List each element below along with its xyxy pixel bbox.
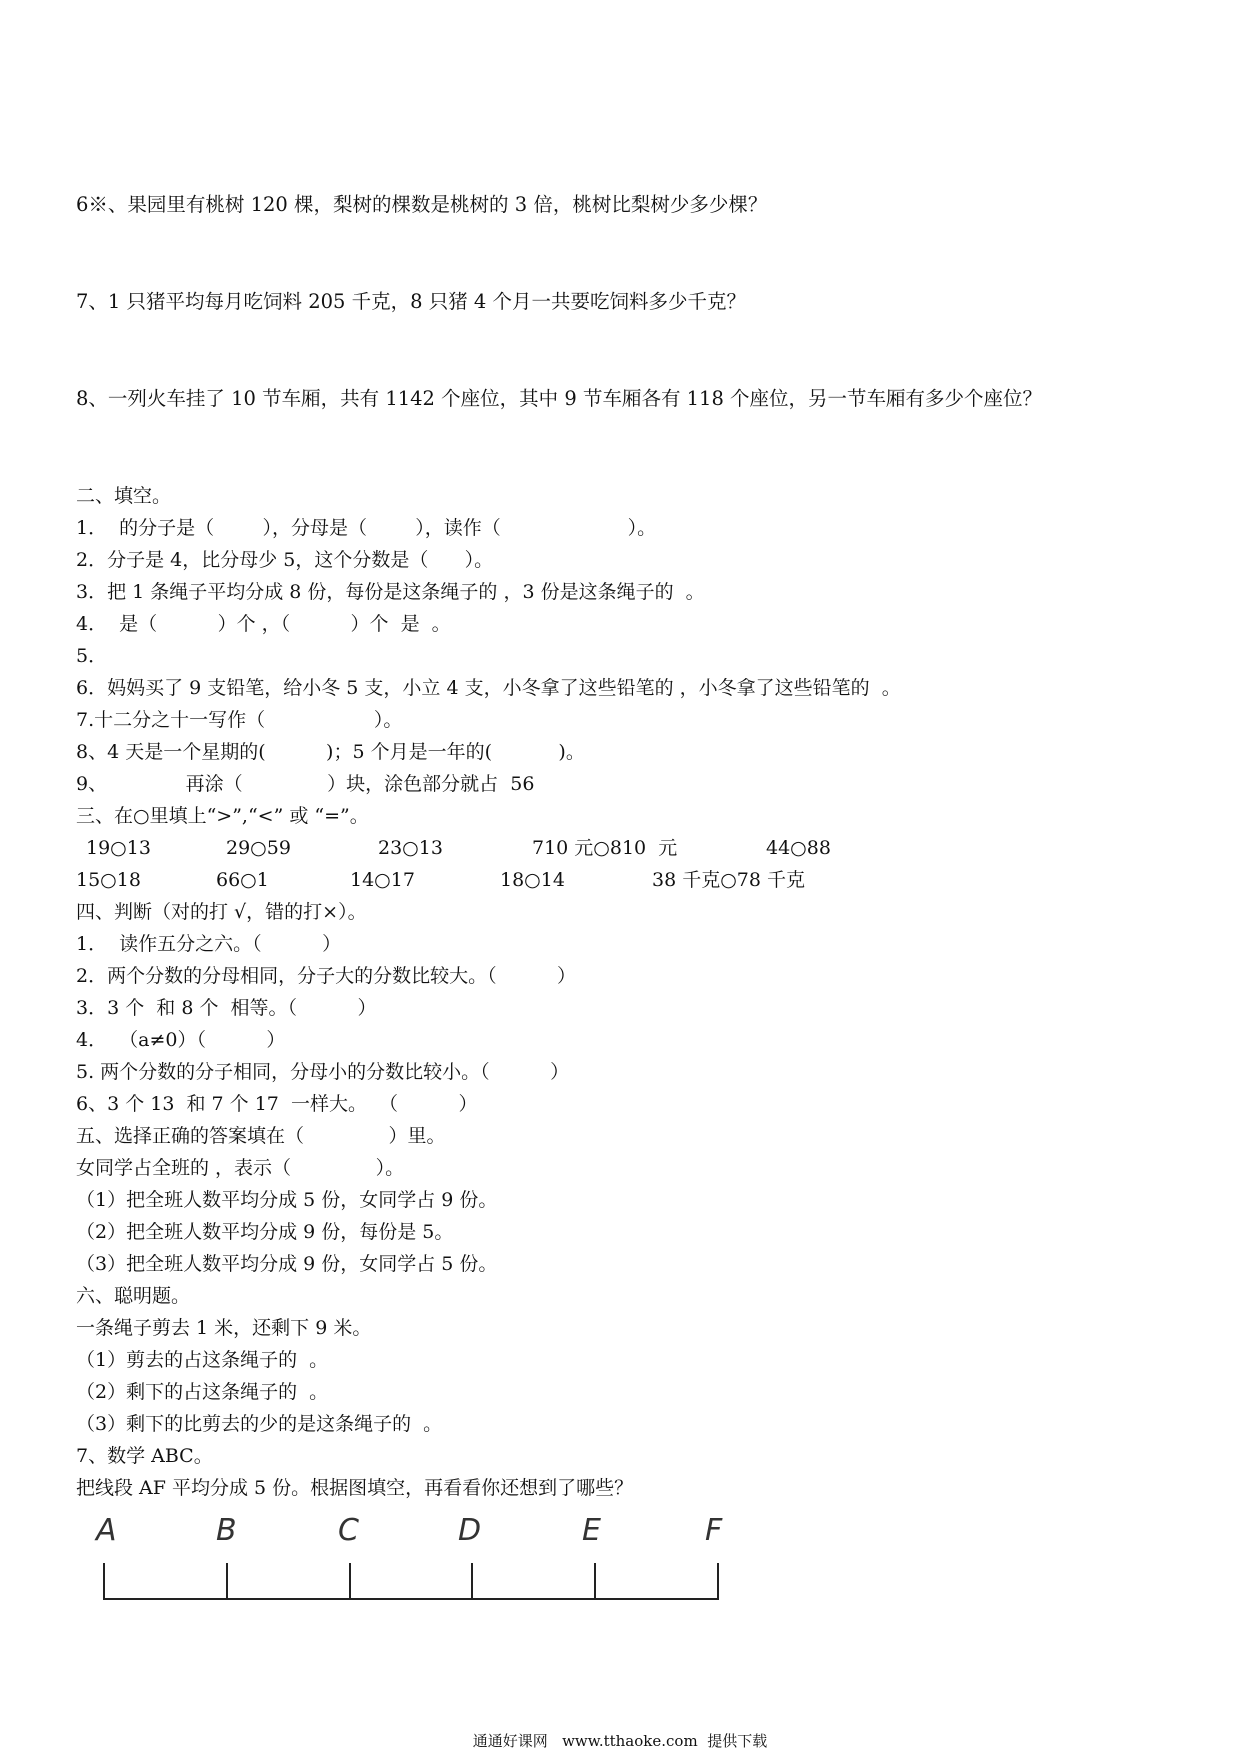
section7-title: 7、数学 ABC。: [76, 1445, 213, 1467]
section4-title: 四、判断（对的打 √，错的打×）。: [76, 901, 367, 923]
section7-instruction: 把线段 AF 平均分成 5 份。根据图填空，再看看你还想到了哪些？: [76, 1477, 634, 1499]
section5-stem: 女同学占全班的 ，表示（ ）。: [76, 1157, 405, 1179]
section2-item-1: 1． 的分子是（ ），分母是（ ），读作（ ）。: [76, 517, 657, 539]
section5-option-2: （2）把全班人数平均分成 9 份，每份是 5。: [76, 1221, 454, 1243]
section5-option-3: （3）把全班人数平均分成 9 份，女同学占 5 份。: [76, 1253, 498, 1275]
section4-item-1: 1． 读作五分之六。（ ）: [76, 933, 342, 955]
section2-item-8: 8、4 天是一个星期的( )；5 个月是一年的( )。: [76, 741, 585, 763]
problem-8: 8、一列火车挂了 10 节车厢，共有 1142 个座位，其中 9 节车厢各有 118 个座位，另一节车厢有多少个座位？: [76, 387, 1043, 410]
section6-stem: 一条绳子剪去 1 米，还剩下 9 米。: [76, 1317, 372, 1339]
section4-item-3: 3．3 个 和 8 个 相等。（ ）: [76, 997, 377, 1019]
section4-item-6: 6、3 个 13 和 7 个 17 一样大。 （ ）: [76, 1093, 478, 1115]
section6-option-1: （1）剪去的占这条绳子的 。: [76, 1349, 329, 1371]
compare-item: 44○88: [766, 837, 831, 859]
section6-option-2: （2）剩下的占这条绳子的 。: [76, 1381, 329, 1403]
compare-item: 23○13: [378, 837, 443, 859]
section5-title: 五、选择正确的答案填在（ ）里。: [76, 1125, 446, 1147]
point-label-a: A: [96, 1513, 117, 1548]
section2-item-3: 3．把 1 条绳子平均分成 8 份，每份是这条绳子的 ，3 份是这条绳子的 。: [76, 581, 705, 603]
point-label-e: E: [582, 1513, 601, 1548]
point-label-d: D: [458, 1513, 482, 1548]
point-label-b: B: [216, 1513, 237, 1548]
point-label-f: F: [705, 1513, 723, 1548]
section6-option-3: （3）剩下的比剪去的少的是这条绳子的 。: [76, 1413, 443, 1435]
section2-item-4: 4． 是（ ）个 ，（ ）个 是 。: [76, 613, 451, 635]
section6-title: 六、聪明题。: [76, 1285, 191, 1307]
problem-6: 6※、果园里有桃树 120 棵，梨树的棵数是桃树的 3 倍，桃树比梨树少多少棵？: [76, 193, 768, 216]
section2-item-9: 9、 再涂（ ）块，涂色部分就占 56: [76, 773, 535, 795]
problem-7: 7、1 只猪平均每月吃饲料 205 千克，8 只猪 4 个月一共要吃饲料多少千克？: [76, 290, 747, 313]
point-label-c: C: [338, 1513, 359, 1548]
section4-item-5: 5. 两个分数的分子相同，分母小的分数比较小。（ ）: [76, 1061, 570, 1083]
compare-item: 38 千克○78 千克: [652, 869, 806, 891]
compare-item: 18○14: [500, 869, 565, 891]
section2-item-7: 7.十二分之十一写作（ ）。: [76, 709, 403, 731]
section3-title: 三、在○里填上“>”,“<” 或 “=”。: [76, 805, 369, 827]
section2-item-2: 2．分子是 4，比分母少 5，这个分数是（ ）。: [76, 549, 494, 571]
compare-item: 66○1: [216, 869, 269, 891]
section2-item-5: 5．: [76, 645, 108, 667]
section2-title: 二、填空。: [76, 485, 172, 507]
section2-item-6: 6．妈妈买了 9 支铅笔，给小冬 5 支，小立 4 支，小冬拿了这些铅笔的 ，小冬拿了这些铅笔的 。: [76, 677, 901, 699]
compare-item: 14○17: [350, 869, 415, 891]
section5-option-1: （1）把全班人数平均分成 5 份，女同学占 9 份。: [76, 1189, 498, 1211]
section4-item-4: 4． （a≠0）（ ）: [76, 1029, 286, 1051]
compare-item: 710 元○810 元: [532, 837, 678, 859]
compare-item: 15○18: [76, 869, 141, 891]
compare-item: 29○59: [226, 837, 291, 859]
footer-credit: 通通好课网 www.tthaoke.com 提供下载: [472, 1732, 768, 1750]
compare-item: 19○13: [86, 837, 151, 859]
section4-item-2: 2．两个分数的分母相同，分子大的分数比较大。（ ）: [76, 965, 576, 987]
